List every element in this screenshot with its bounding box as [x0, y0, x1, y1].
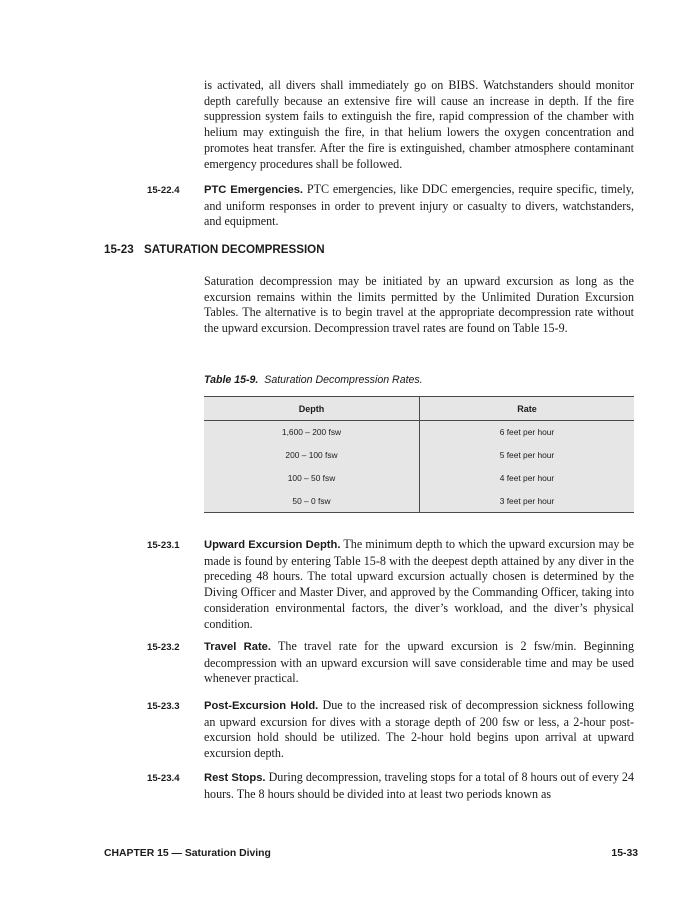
upward-excursion-depth-text: The minimum depth to which the upward excursion may be made is found by entering Table 15-8 with the deepest depth attained by any diver in the preceding 48 hours. The total upward excursion actually chosen is determined by the Diving Officer and Master Diver, and approved by the Commanding Officer, taking into consideration environmental factors, the diver’s workload, and the diver’s physical condition. — [204, 537, 634, 631]
table-cell-depth: 100 – 50 fsw — [204, 467, 420, 490]
section-heading — [104, 243, 325, 256]
decompression-rates-table — [204, 396, 634, 513]
table-cell-depth: 1,600 – 200 fsw — [204, 421, 420, 444]
section-title: SATURATION DECOMPRESSION — [144, 243, 325, 256]
rest-stops-heading: Rest Stops. — [204, 772, 266, 784]
table-cell-rate: 4 feet per hour — [420, 467, 635, 490]
rest-stops-paragraph — [204, 770, 634, 802]
table-header-rate: Rate — [420, 397, 635, 421]
upward-excursion-depth-paragraph — [204, 537, 634, 632]
post-excursion-hold-text: Due to the increased risk of decompression sickness following an upward excursion for dives with a storage depth of 200 fsw or less, a 2-hour post-excursion hold should be utilized. The 2-hour hold begins upon arrival at upward excursion depth. — [204, 698, 634, 761]
subsection-number-15-23-4: 15-23.4 — [147, 773, 180, 784]
table-label: Table 15-9. — [204, 374, 259, 386]
table-header-depth: Depth — [204, 397, 420, 421]
ptc-emergencies-text: PTC emergencies, like DDC emergencies, require specific, timely, and uniform responses in order to prevent injury or casualty to divers, watchstanders, and equipment. — [204, 182, 634, 229]
intro-paragraph: is activated, all divers shall immediately go on BIBS. Watchstanders should monitor depth carefully because an extensive fire will cause an increase in depth. If the fire suppression system fails to extinguish the fire, rapid compression of the chamber with helium may extinguish the fire, in that helium lowers the oxygen concentration and promotes heat transfer. After the fire is extinguished, chamber atmosphere contaminant emergency procedures shall be followed. — [204, 78, 634, 171]
travel-rate-paragraph — [204, 639, 634, 687]
table-row — [204, 467, 634, 490]
table-cell-rate: 5 feet per hour — [420, 444, 635, 467]
ptc-emergencies-paragraph — [204, 182, 634, 230]
post-excursion-hold-heading: Post-Excursion Hold. — [204, 700, 319, 712]
table-cell-depth: 50 – 0 fsw — [204, 489, 420, 512]
table-caption-text: Saturation Decompression Rates. — [264, 374, 423, 386]
section-number: 15-23 — [104, 243, 134, 256]
saturation-decompression-paragraph: Saturation decompression may be initiated by an upward excursion as long as the excursion remains within the limits permitted by the Unlimited Duration Excursion Tables. The alternative is to begin travel at the appropriate decompression rate without the upward excursion. Decompression travel rates are found on Table 15-9. — [204, 274, 634, 336]
table-header-row — [204, 397, 634, 421]
travel-rate-heading: Travel Rate. — [204, 641, 272, 653]
post-excursion-hold-paragraph — [204, 698, 634, 762]
subsection-number-15-23-3: 15-23.3 — [147, 701, 180, 712]
table-row — [204, 421, 634, 444]
table-cell-rate: 6 feet per hour — [420, 421, 635, 444]
table-cell-depth: 200 – 100 fsw — [204, 444, 420, 467]
table-row — [204, 489, 634, 512]
footer-chapter: CHAPTER 15 — Saturation Diving — [104, 848, 271, 859]
travel-rate-text: The travel rate for the upward excursion is 2 fsw/min. Beginning decompression with an upward excursion will save considerable time and may be used whenever practical. — [204, 639, 635, 686]
subsection-number-15-23-1: 15-23.1 — [147, 540, 180, 551]
table-row — [204, 444, 634, 467]
footer-page-number: 15-33 — [611, 848, 638, 859]
upward-excursion-depth-heading: Upward Excursion Depth. — [204, 539, 341, 551]
subsection-number-15-22-4: 15-22.4 — [147, 185, 180, 196]
table-caption — [204, 374, 423, 386]
table-cell-rate: 3 feet per hour — [420, 489, 635, 512]
ptc-emergencies-heading: PTC Emergencies. — [204, 184, 304, 196]
rest-stops-text: During decompression, traveling stops for a total of 8 hours out of every 24 hours. The 8 hours should be divided into at least two periods known as — [204, 770, 635, 801]
subsection-number-15-23-2: 15-23.2 — [147, 642, 180, 653]
